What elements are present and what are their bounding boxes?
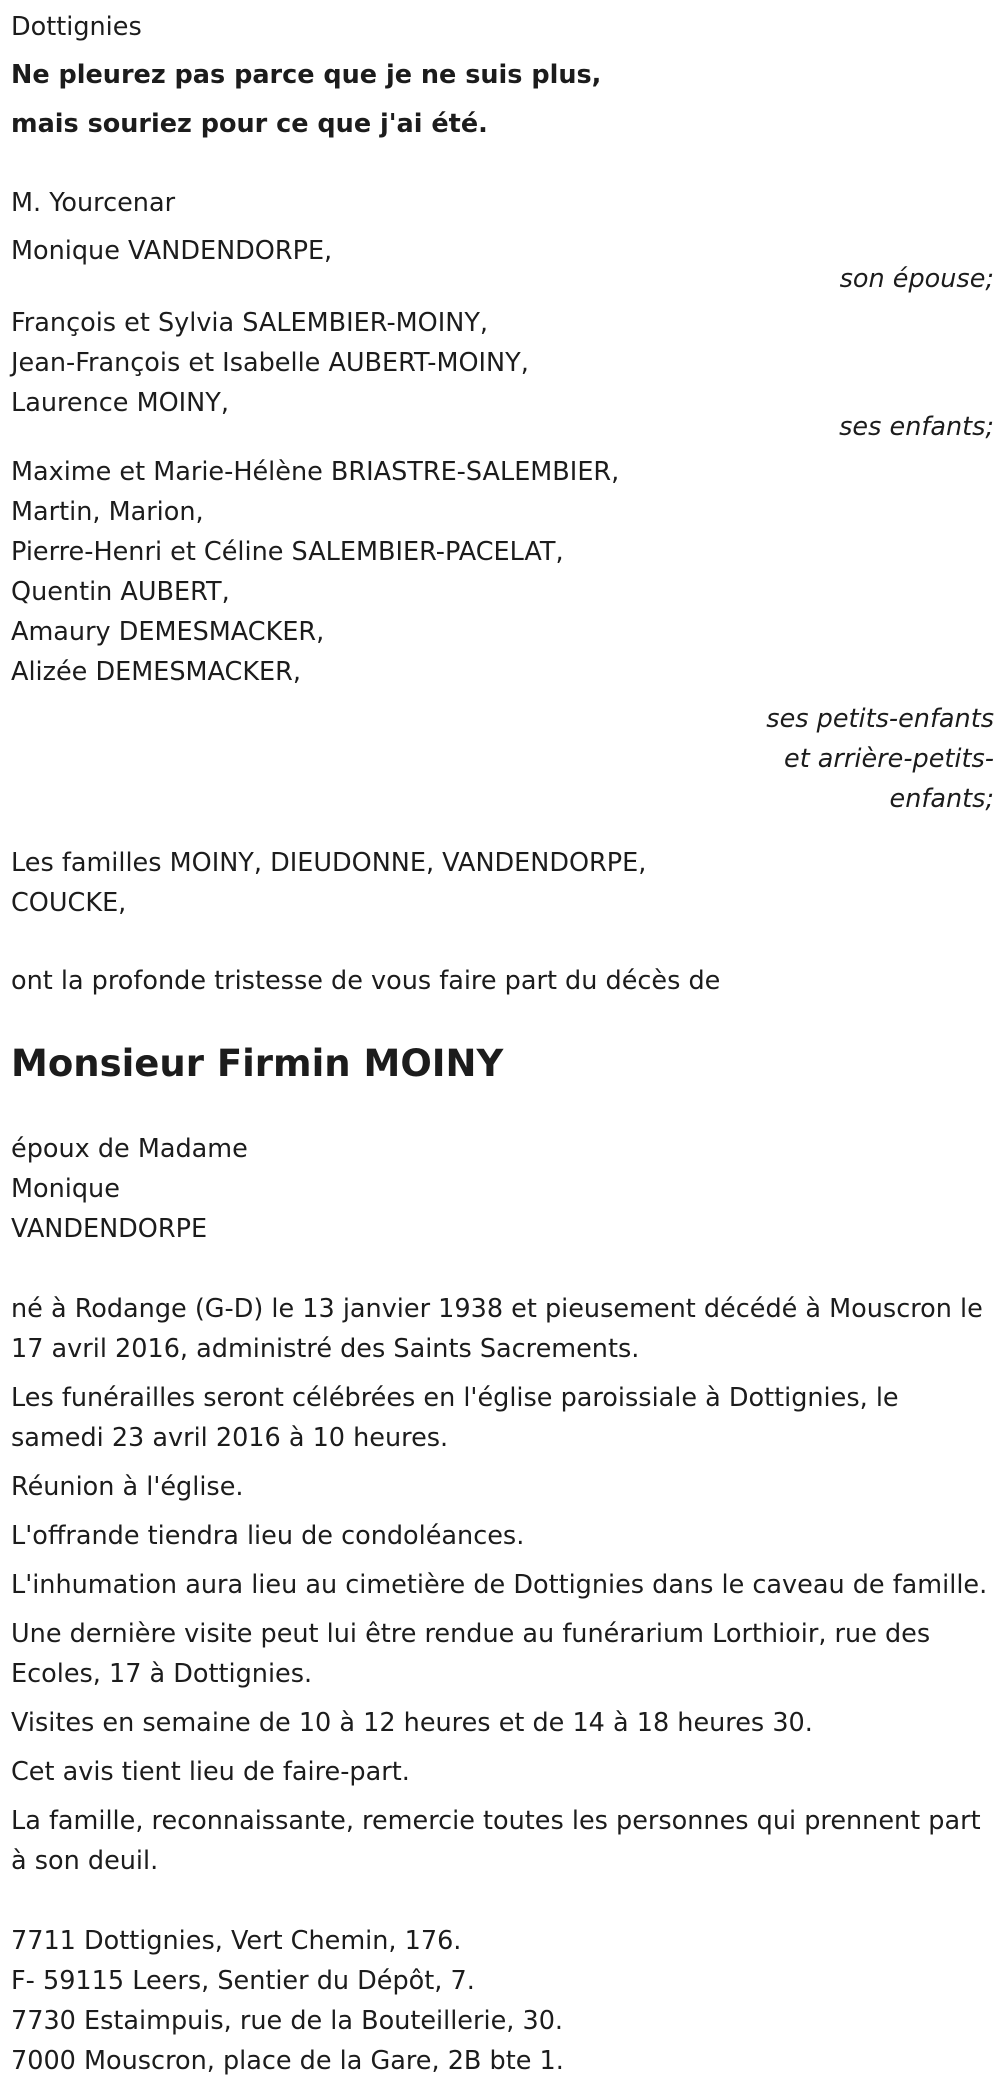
thanks-paragraph: La famille, reconnaissante, remercie toutes les personnes qui prennent part à son deuil.	[11, 1806, 981, 1876]
grandchildren-role-line-1: ses petits-enfants	[766, 704, 994, 734]
spouse-name: Monique VANDENDORPE,	[11, 236, 333, 266]
grandchild-name: Maxime et Marie-Hélène BRIASTRE-SALEMBIER,	[11, 457, 620, 487]
notice-paragraph: Cet avis tient lieu de faire-part.	[11, 1757, 410, 1787]
address-line: 7000 Mouscron, place de la Gare, 2B bte 1.	[11, 2046, 564, 2076]
families-line-2: COUCKE,	[11, 888, 127, 918]
quote	[11, 55, 994, 144]
grandchild-name: Alizée DEMESMACKER,	[11, 657, 301, 687]
details-block	[11, 1289, 994, 1881]
birth-death-paragraph: né à Rodange (G-D) le 13 janvier 1938 et pieusement décédé à Mouscron le 17 avril 2016, administré des Saints Sacrements.	[11, 1294, 983, 1364]
spouse-of-line-2: Monique	[11, 1174, 120, 1204]
quote-line-2: mais souriez pour ce que j'ai été.	[11, 109, 488, 139]
address-line: 7711 Dottignies, Vert Chemin, 176.	[11, 1926, 462, 1956]
spouse-role: son épouse;	[839, 264, 994, 294]
child-name: François et Sylvia SALEMBIER-MOINY,	[11, 308, 489, 338]
place-heading: Dottignies	[11, 12, 142, 42]
grandchild-name: Martin, Marion,	[11, 497, 204, 527]
quote-author: M. Yourcenar	[11, 188, 176, 218]
children-role: ses enfants;	[839, 412, 994, 442]
visit-hours-paragraph: Visites en semaine de 10 à 12 heures et de 14 à 18 heures 30.	[11, 1708, 813, 1738]
child-name: Laurence MOINY,	[11, 388, 229, 418]
grandchildren-block	[11, 452, 994, 819]
address-line: 7730 Estaimpuis, rue de la Bouteillerie, 30.	[11, 2006, 564, 2036]
spouse-of-block	[11, 1129, 994, 1249]
funeral-paragraph: Les funérailles seront célébrées en l'église paroissiale à Dottignies, le samedi 23 avril 2016 à 10 heures.	[11, 1383, 899, 1453]
grandchildren-role-line-3: enfants;	[889, 784, 994, 814]
spouse-block	[11, 231, 994, 299]
families-line-1: Les familles MOINY, DIEUDONNE, VANDENDORPE,	[11, 848, 647, 878]
quote-line-1: Ne pleurez pas parce que je ne suis plus,	[11, 60, 602, 90]
deceased-name: Monsieur Firmin MOINY	[11, 1042, 504, 1085]
spouse-of-line-3: VANDENDORPE	[11, 1214, 208, 1244]
child-name: Jean-François et Isabelle AUBERT-MOINY,	[11, 348, 529, 378]
announcement-text: ont la profonde tristesse de vous faire part du décès de	[11, 966, 721, 996]
addresses-block	[11, 1921, 994, 2081]
children-block	[11, 303, 994, 447]
spouse-of-line-1: époux de Madame	[11, 1134, 248, 1164]
grandchild-name: Quentin AUBERT,	[11, 577, 230, 607]
visit-paragraph: Une dernière visite peut lui être rendue au funérarium Lorthioir, rue des Ecoles, 17 à Dottignies.	[11, 1619, 931, 1689]
grandchild-name: Pierre-Henri et Céline SALEMBIER-PACELAT,	[11, 537, 564, 567]
offering-paragraph: L'offrande tiendra lieu de condoléances.	[11, 1521, 525, 1551]
grandchildren-role-line-2: et arrière-petits-	[784, 744, 994, 774]
address-line: F- 59115 Leers, Sentier du Dépôt, 7.	[11, 1966, 475, 1996]
obituary-notice	[11, 7, 994, 2081]
grandchildren-role	[11, 699, 994, 819]
grandchild-name: Amaury DEMESMACKER,	[11, 617, 325, 647]
meeting-paragraph: Réunion à l'église.	[11, 1472, 244, 1502]
families-block	[11, 843, 994, 923]
burial-paragraph: L'inhumation aura lieu au cimetière de Dottignies dans le caveau de famille.	[11, 1570, 988, 1600]
